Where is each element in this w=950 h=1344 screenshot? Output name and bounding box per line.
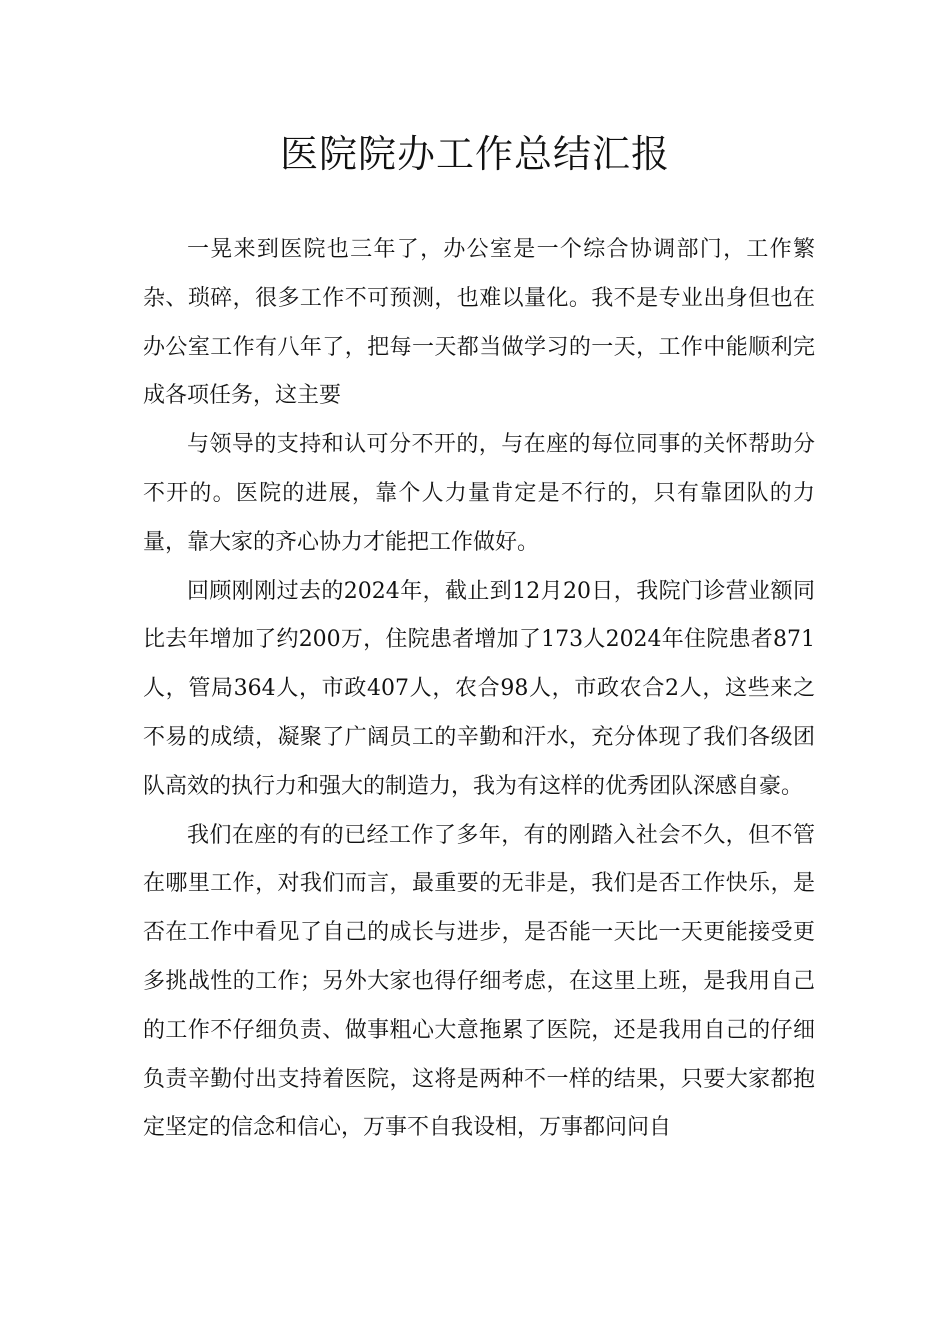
document-title: 医院院办工作总结汇报 <box>279 132 670 176</box>
paragraph-4: 我们在座的有的已经工作了多年，有的刚踏入社会不久，但不管在哪里工作，对我们而言，最重要的无非是，我们是否工作快乐，是否在工作中看见了自己的成长与进步，是否能一天比一天更能接受更多挑战性的工作；另外大家也得仔细考虑，在这里上班，是我用自己的工作不仔细负责、做事粗心大意拖累了医院，还是我用自己的仔细负责辛勤付出支持着医院，这将是两种不一样的结果，只要大家都抱定坚定的信念和信心，万事不自我设相，万事都问问自 <box>143 822 815 1141</box>
paragraph-2: 与领导的支持和认可分不开的，与在座的每位同事的关怀帮助分不开的。医院的进展，靠个人力量肯定是不行的，只有靠团队的力量，靠大家的齐心协力才能把工作做好。 <box>143 432 815 555</box>
paragraph-1: 一晃来到医院也三年了，办公室是一个综合协调部门，工作繁杂、琐碎，很多工作不可预测，也难以量化。我不是专业出身但也在办公室工作有八年了，把每一天都当做学习的一天，工作中能顺利完成各项任务，这主要 <box>143 237 815 409</box>
document-body <box>143 226 815 1153</box>
paragraph-3: 回顾刚刚过去的2024年，截止到12月20日，我院门诊营业额同比去年增加了约200万，住院患者增加了173人2024年住院患者871人，管局364人，市政407人，农合98人，市政农合2人，这些来之不易的成绩，凝聚了广阔员工的辛勤和汗水，充分体现了我们各级团队高效的执行力和强大的制造力，我为有这样的优秀团队深感自豪。 <box>143 578 815 799</box>
